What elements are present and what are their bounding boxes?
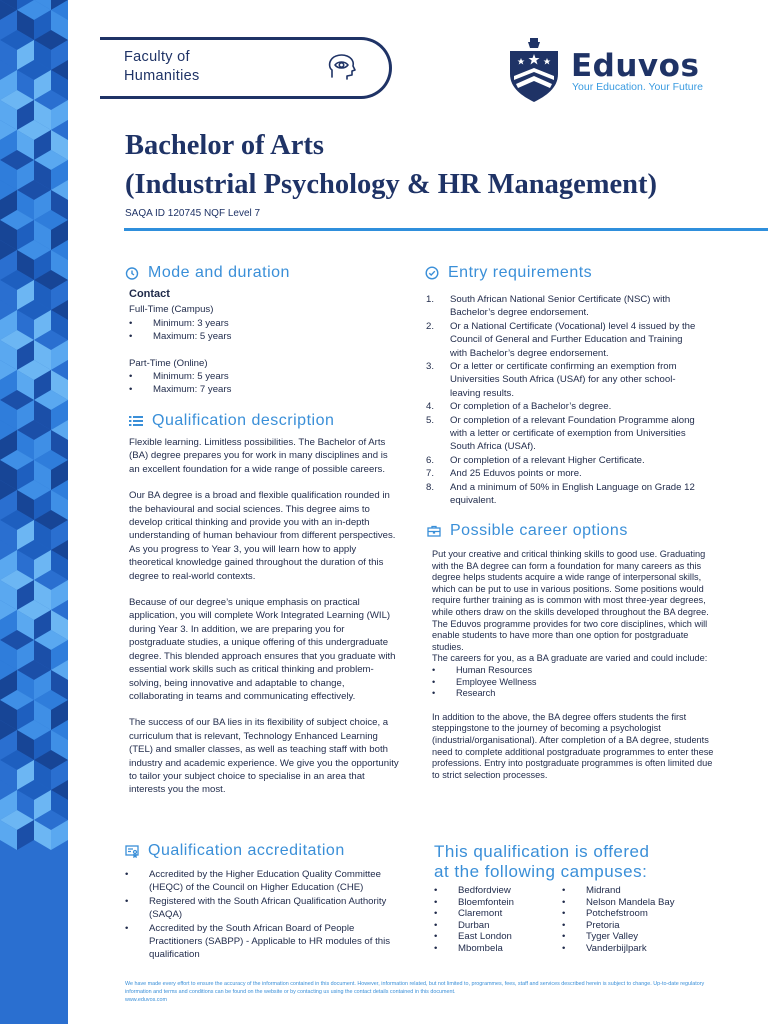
list-item: • Nelson Mandela Bay <box>562 896 675 908</box>
accreditation-list <box>125 868 395 962</box>
list-item: • Durban <box>434 919 490 931</box>
disclaimer-text: We have made every effort to ensure the accuracy of the information contained in this document. However, information related, but not limited to, programmes, fees, staff and services described herein is subject to change. Up-to-date regulatory information and terms and conditions can be found on the website or by contacting us using the contact details contained in this document. <box>125 981 705 995</box>
list-item: • Mbombela <box>434 942 503 954</box>
accreditation-section-title: Qualification accreditation <box>125 842 345 860</box>
description-section-title: Qualification description <box>129 412 334 430</box>
head-with-eye-icon <box>326 52 360 82</box>
description-section-body <box>129 436 399 797</box>
list-item: • Accredited by the Higher Education Quality Committee (HEQC) of the Council on Higher Education (CHE) <box>125 869 381 894</box>
list-item: • Minimum: 5 years <box>129 371 229 383</box>
paragraph: The success of our BA lies in its flexibility of subject choice, a curriculum that is relevant, Technology Enhanced Learning (TEL) and smaller classes, as well as teaching staff with both industry and academic experience. We give you the opportunity to tailor your subject choice to specialise in an area that interests you the most. <box>129 717 399 796</box>
logo-wordmark: Eduvos <box>571 48 700 84</box>
list-item: • Bedfordview <box>434 885 511 896</box>
list-item: • Accredited by the South African Board of People Practitioners (SABPP) - Applicable to HR modules of this qualification <box>125 922 391 961</box>
list-item: • Midrand <box>562 885 621 896</box>
list-item: • Maximum: 5 years <box>129 331 232 343</box>
list-item: 5. Or completion of a relevant Foundation Programme along with a letter or certificate of exemption from Universities South Africa (USAf). <box>426 414 695 453</box>
contact-heading: Contact <box>129 288 170 300</box>
careers-section-body <box>432 549 714 781</box>
careers-section-title: Possible career options <box>427 522 628 540</box>
title-divider <box>124 228 768 231</box>
list-item: • East London <box>434 931 512 943</box>
list-item: • Tyger Valley <box>562 931 639 943</box>
check-circle-icon <box>425 266 439 280</box>
list-item: 7. And 25 Eduvos points or more. <box>426 468 582 480</box>
paragraph: Flexible learning. Limitless possibilities. The Bachelor of Arts (BA) degree prepares you for work in many disciplines and is an excellent foundation for a wide range of possible careers. <box>129 437 388 475</box>
part-time-label: Part-Time (Online) <box>129 357 208 369</box>
list-item: • Employee Wellness <box>432 676 537 687</box>
list-item: • Bloemfontein <box>434 896 514 908</box>
mode-section-title: Mode and duration <box>125 264 290 282</box>
paragraph: The careers for you, as a BA graduate are varied and could include: <box>432 653 708 664</box>
paragraph: Put your creative and critical thinking skills to good use. Graduating with the BA degree can form a foundation for many careers as this degree helps students acquire a wide range of interpersonal skills, which can be put to use in various positions. Some positions would require further training as is common with most three-year degrees, while others draw on the skills developed throughout the BA degree. The Eduvos programme provides for two core disciplines, which will enable students to have more than one option for postgraduate studies. <box>432 549 709 652</box>
logo-tagline: Your Education. Your Future <box>572 81 703 93</box>
entry-list <box>426 293 698 508</box>
list-item: • Minimum: 3 years <box>129 317 229 329</box>
list-item: • Research <box>432 688 496 699</box>
list-item: • Claremont <box>434 908 503 920</box>
list-item: • Registered with the South African Qualification Authority (SAQA) <box>125 895 387 921</box>
briefcase-icon <box>427 524 441 538</box>
paragraph: Our BA degree is a broad and flexible qualification rounded in the behavioural and social sciences. This degree aims to develop critical thinking and provide you with an in-depth understanding of human behaviour from different perspectives. As you progress to Year 3, you will learn how to apply theoretical knowledge gained throughout the duration of this degree to real-world contexts. <box>129 490 396 582</box>
list-item: 6. Or completion of a relevant Higher Certificate. <box>426 454 645 466</box>
page-title: Bachelor of Arts (Industrial Psychology & HR Management) <box>125 130 657 200</box>
list-item: • Maximum: 7 years <box>129 384 232 396</box>
list-item: 4. Or completion of a Bachelor’s degree. <box>426 401 612 413</box>
certificate-icon <box>125 844 139 858</box>
decorative-cube-pattern <box>0 0 68 1024</box>
paragraph: In addition to the above, the BA degree offers students the first steppingstone to the journey of becoming a psychologist (industrial/organisational). After completion of a BA degree, students need to complete additional postgraduate programmes to enter these professions. Entry into postgraduate programmes is often limited due to strict selection processes. <box>432 711 714 780</box>
list-item: • Vanderbijlpark <box>562 942 647 954</box>
list-item: 1. South African National Senior Certificate (NSC) with Bachelor’s degree endorsement. <box>426 294 671 319</box>
list-item: • Pretoria <box>562 919 620 931</box>
list-item: 3. Or a letter or certificate confirming an exemption from Universities South Africa (USAf) for any other school-leaving results. <box>426 361 677 399</box>
campus-list-right <box>562 885 675 955</box>
faculty-label: Faculty of Humanities <box>124 49 200 84</box>
website-link[interactable]: www.eduvos.com <box>125 997 167 1003</box>
shield-crest-icon <box>508 38 560 104</box>
mode-section-body <box>129 288 399 397</box>
list-icon <box>129 414 143 428</box>
clock-icon <box>125 266 139 280</box>
list-item: 2. Or a National Certificate (Vocational) level 4 issued by the Council of General and Further Education and Training with Bachelor’s degree endorsement. <box>426 320 696 359</box>
campus-list-left <box>434 885 514 955</box>
entry-section-title: Entry requirements <box>425 264 592 282</box>
paragraph: Because of our degree’s unique emphasis on practical application, you will complete Work Integrated Learning (WIL) during Year 3. In addition, we are preparing you for postgraduate studies, a unique offering of this undergraduate degree. This blended approach ensures that you graduate with essential work skills such as critical thinking and problem-solving, being innovative and adaptable to change, collaborating in teams and communicating effectively. <box>129 597 396 702</box>
list-item: • Potchefstroom <box>562 908 648 920</box>
list-item: 8. And a minimum of 50% in English Language on Grade 12 equivalent. <box>426 481 695 507</box>
full-time-label: Full-Time (Campus) <box>129 304 214 316</box>
campuses-title: This qualification is offered at the following campuses: <box>434 842 650 881</box>
list-item: • Human Resources <box>432 664 533 675</box>
saqa-info: SAQA ID 120745 NQF Level 7 <box>125 208 261 219</box>
